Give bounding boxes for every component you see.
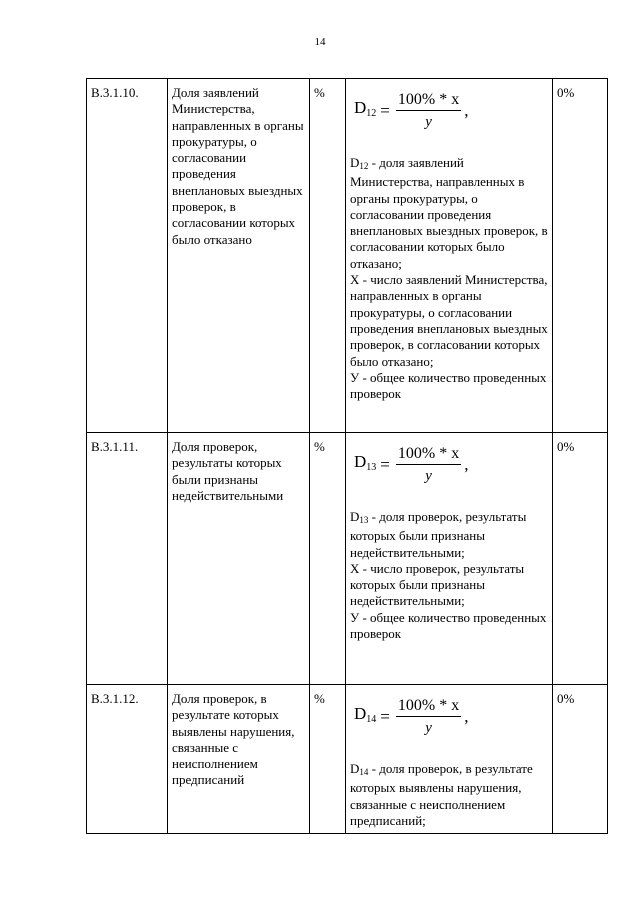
desc-variable: D (350, 509, 360, 524)
desc-variable-subscript: 14 (359, 767, 369, 777)
formula-description-line (350, 761, 548, 829)
formula-cell (346, 79, 553, 433)
formula-variable-subscript: 13 (366, 461, 377, 473)
formula-description-line (350, 370, 548, 403)
desc-variable-subscript: 13 (359, 515, 369, 525)
indicator-unit: % (310, 685, 346, 834)
indicator-name: Доля заявлений Министерства, направленных в органы прокуратуры, о согласовании проведения внеплановых выездных проверок, в согласовании которых было отказано (168, 79, 310, 433)
formula-denominator: y (425, 720, 432, 736)
formula-denominator: y (425, 114, 432, 130)
formula-description-line (350, 509, 548, 561)
formula-variable-letter: D (354, 451, 367, 471)
formula-fraction (396, 92, 461, 131)
formula-numerator: 100% * x (396, 92, 461, 111)
desc-text: Х - число заявлений Министерства, направленных в органы прокуратуры, о согласовании проведения внеплановых выездных проверок, в согласовании которых было отказано; (350, 272, 548, 369)
formula-equals: = (380, 100, 390, 120)
indicator-name: Доля проверок, в результате которых выявлены нарушения, связанные с неисполнением предписаний (168, 685, 310, 834)
indicator-value: 0% (553, 79, 608, 433)
formula-cell (346, 685, 553, 834)
formula-description-line (350, 155, 548, 272)
formula-comma: , (464, 100, 469, 120)
indicator-value: 0% (553, 685, 608, 834)
indicator-value: 0% (553, 433, 608, 685)
formula-comma: , (464, 454, 469, 474)
formula-description-line (350, 272, 548, 370)
formula-cell (346, 433, 553, 685)
formula-denominator: y (425, 468, 432, 484)
table-row (87, 685, 608, 834)
formula-fraction (396, 446, 461, 485)
formula-variable (354, 703, 377, 728)
table-row (87, 433, 608, 685)
formula-variable-letter: D (354, 97, 367, 117)
formula-numerator: 100% * x (396, 446, 461, 465)
indicator-code: В.3.1.11. (87, 433, 168, 685)
formula-description (350, 761, 548, 829)
indicator-table (86, 78, 608, 834)
formula-description (350, 155, 548, 402)
indicator-code: В.3.1.12. (87, 685, 168, 834)
formula-comma: , (464, 706, 469, 726)
desc-text: - доля проверок, результаты которых были признаны недействительными; (350, 509, 527, 560)
desc-text: У - общее количество проведенных проверок (350, 609, 547, 642)
formula-variable-subscript: 14 (366, 713, 377, 725)
page-number: 14 (314, 36, 326, 48)
formula-variable-subscript: 12 (366, 107, 377, 119)
table-row (87, 79, 608, 433)
formula (354, 693, 548, 741)
formula-equals: = (380, 706, 390, 726)
formula (354, 87, 548, 135)
formula-description-line (350, 561, 548, 610)
desc-text: - доля заявлений Министерства, направленных в органы прокуратуры, о согласовании проведения внеплановых выездных проверок, в согласовании которых было отказано; (350, 155, 548, 271)
formula-variable (354, 97, 377, 122)
formula (354, 441, 548, 489)
formula-fraction (396, 698, 461, 737)
formula-description-line (350, 610, 548, 643)
desc-text: У - общее количество проведенных проверок (350, 369, 547, 402)
indicator-name: Доля проверок, результаты которых были признаны недействительными (168, 433, 310, 685)
desc-variable-subscript: 12 (359, 161, 369, 171)
indicator-code: В.3.1.10. (87, 79, 168, 433)
formula-variable (354, 451, 377, 476)
formula-numerator: 100% * x (396, 698, 461, 717)
formula-equals: = (380, 454, 390, 474)
desc-text: Х - число проверок, результаты которых были признаны недействительными; (350, 560, 525, 609)
formula-variable-letter: D (354, 703, 367, 723)
indicator-unit: % (310, 79, 346, 433)
formula-description (350, 509, 548, 642)
indicator-unit: % (310, 433, 346, 685)
desc-variable: D (350, 155, 360, 170)
desc-text: - доля проверок, в результате которых выявлены нарушения, связанные с неисполнением предписаний; (350, 761, 533, 828)
desc-variable: D (350, 761, 360, 776)
